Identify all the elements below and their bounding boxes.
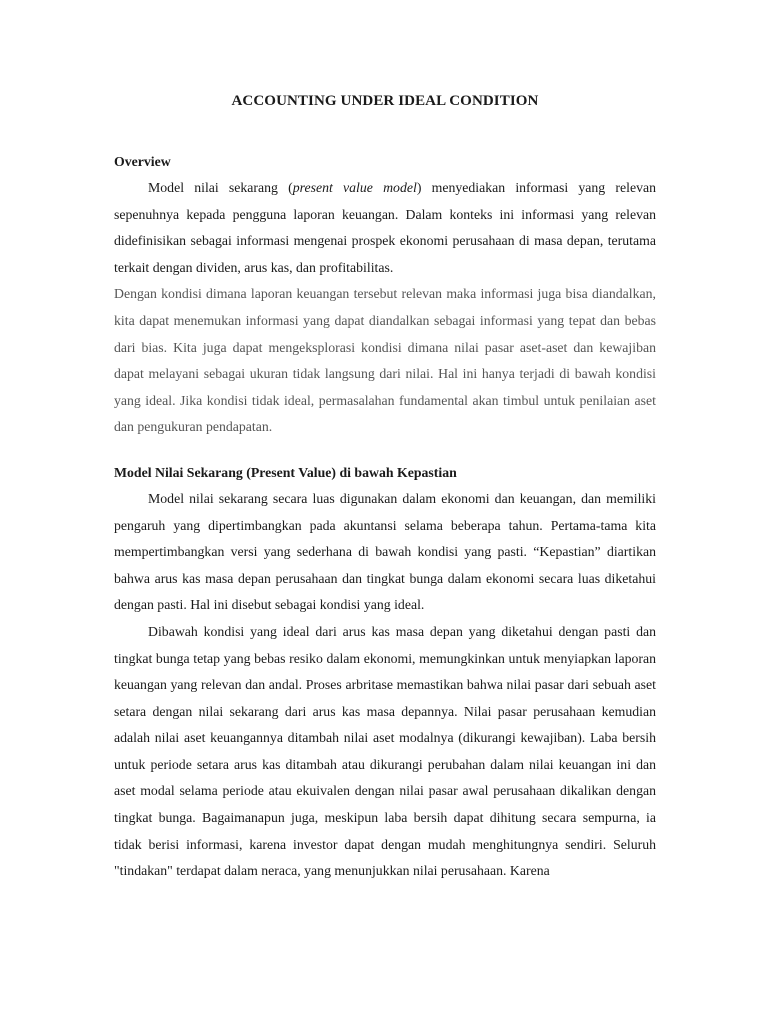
section-heading-overview: Overview [114,154,171,169]
paragraph-present-value-1: Model nilai sekarang secara luas digunakan dalam ekonomi dan keuangan, dan memiliki pengaruh yang dipertimbangkan pada akuntansi selama beberapa tahun. Pertama-tama kita mempertimbangkan versi yang sederhana di bawah kondisi yang pasti. “Kepastian” diartikan bahwa arus kas masa depan perusahaan dan tingkat bunga dalam ekonomi secara luas diketahui dengan pasti. Hal ini disebut sebagai kondisi yang ideal. [114,490,656,613]
paragraph-overview-2: Dengan kondisi dimana laporan keuangan tersebut relevan maka informasi juga bisa diandalkan, kita dapat menemukan informasi yang dapat diandalkan sebagai informasi yang tepat dan bebas dari bias. Kita juga dapat mengeksplorasi kondisi dimana nilai pasar aset-aset dan kewajiban dapat melayani sebagai ukuran tidak langsung dari nilai. Hal ini hanya terjadi di bawah kondisi yang ideal. Jika kondisi tidak ideal, permasalahan fundamental akan timbul untuk penilaian aset dan pengukuran pendapatan. [114,286,656,435]
section-heading-present-value: Model Nilai Sekarang (Present Value) di bawah Kepastian [114,464,457,480]
paragraph-text: Model nilai sekarang ( [148,180,293,195]
document-title: ACCOUNTING UNDER IDEAL CONDITION [231,93,539,109]
paragraph-overview-1 [114,175,656,281]
italic-term: present value model [292,180,417,195]
paragraph-present-value-2: Dibawah kondisi yang ideal dari arus kas masa depan yang diketahui dengan pasti dan tingkat bunga tetap yang bebas resiko dalam ekonomi, memungkinkan untuk menyiapkan laporan keuangan yang relevan dan andal. Proses arbritase memastikan bahwa nilai pasar dari sebuah aset setara dengan nilai sekarang dari arus kas masa depannya. Nilai pasar perusahaan kemudian adalah nilai aset keuangannya ditambah nilai aset modalnya (dikurangi kewajiban). Laba bersih untuk periode setara arus kas ditambah atau dikurangi perubahan dalam nilai keuangan ini dan aset modal selama periode atau ekuivalen dengan nilai pasar awal perusahaan dikalikan dengan tingkat bunga. Bagaimanapun juga, meskipun laba bersih dapat dihitung secara sempurna, ia tidak berisi informasi, karena investor dapat dengan mudah menghitungnya sendiri. Seluruh "tindakan" terdapat dalam neraca, yang menunjukkan nilai perusahaan. Karena [114,623,656,879]
section-spacer [114,441,656,459]
paragraph-text: ) menyediakan informasi yang relevan sepenuhnya kepada pengguna laporan keuangan. Dalam konteks ini informasi yang relevan didefinisikan sebagai informasi mengenai prospek ekonomi perusahaan di masa depan, terutama terkait dengan dividen, arus kas, dan profitabilitas. [114,180,656,275]
